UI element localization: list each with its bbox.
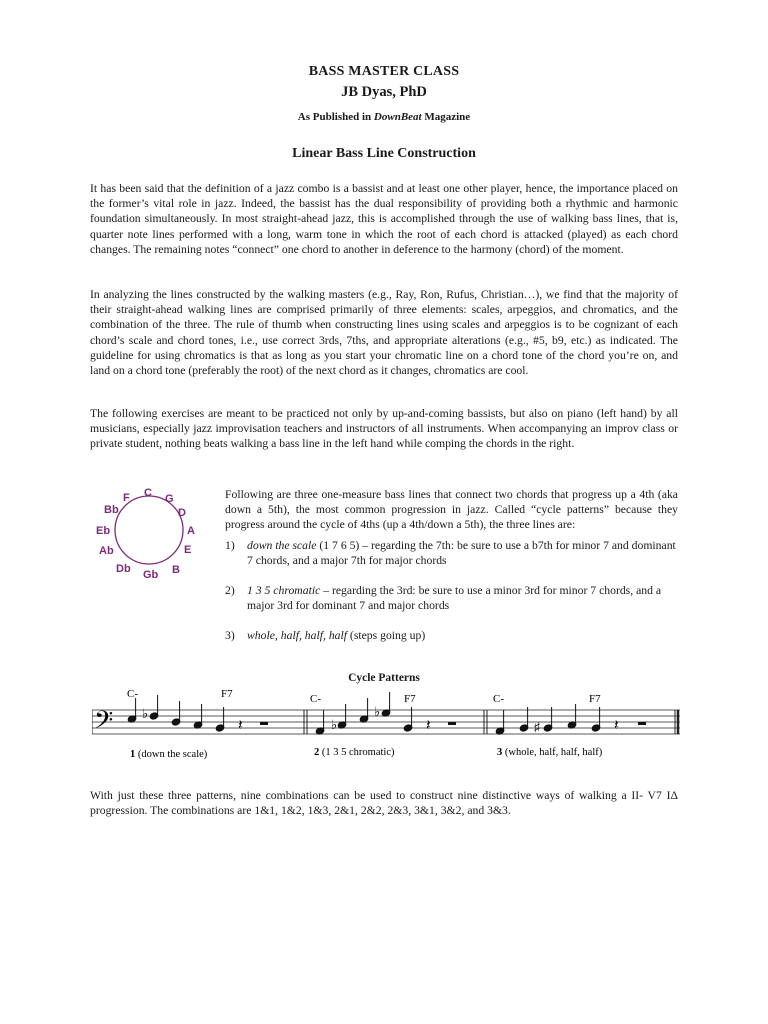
pattern-1-notes xyxy=(127,695,225,732)
wheel-note-f: F xyxy=(123,492,130,504)
cycle-patterns-title: Cycle Patterns xyxy=(348,672,420,684)
pattern-description: – regarding the 3rd: be sure to use a minor 3rd for minor 7 chords, and a major 3rd for dominant 7 and major chords xyxy=(247,584,662,613)
cycle-of-fourths-wheel xyxy=(88,480,214,584)
wheel-note-a: A xyxy=(187,525,195,537)
caption-label: (1 3 5 chromatic) xyxy=(319,747,395,758)
document-title: BASS MASTER CLASS xyxy=(308,64,460,79)
chord-symbol: F7 xyxy=(589,693,601,705)
list-text xyxy=(247,538,678,568)
wheel-note-e: E xyxy=(184,544,192,556)
wheel-note-c: C xyxy=(144,487,152,499)
caption-label: (whole, half, half, half) xyxy=(502,747,603,758)
pattern-caption-2 xyxy=(314,747,395,758)
wheel-note-eb: Eb xyxy=(96,525,111,537)
flat-accidental: ♭ xyxy=(374,704,381,719)
wheel-note-bb: Bb xyxy=(104,504,119,516)
pattern-description: (1 7 6 5) – regarding the 7th: be sure to use a b7th for minor 7 and dominant 7 chords, and a major 7th for major chords xyxy=(247,539,676,568)
quarter-rest-icon: 𝄽 xyxy=(614,718,619,734)
chord-symbol: F7 xyxy=(404,693,416,705)
paragraph-intro: It has been said that the definition of a jazz combo is a bassist and at least one other player, hence, the importance placed on the former’s vital role in jazz. Indeed, the bassist has the dual responsibility of providing both a rhythmic and harmonic foundation simultaneously. In most straight-ahead jazz, this is accomplished through the use of walking bass lines, that is, quarter note lines performed with a long, warm tone in which the root of each chord is attacked (played) as each chord changes. The remaining notes “connect” one chord to another in deference to the harmony (chord) of the moment. xyxy=(90,182,678,256)
sharp-accidental: ♯ xyxy=(534,720,540,734)
half-rest-icon xyxy=(638,722,646,725)
pattern-2-notes xyxy=(315,692,413,735)
paragraph-analysis: In analyzing the lines constructed by the walking masters (e.g., Ray, Ron, Rufus, Christian…), we find that the majority of their straight-ahead walking lines are comprised primarily of three elements: scales, arpeggios, and chromatics, and the combination of the three. The rule of thumb when constructing lines using scales and arpeggios is to be cognizant of each chord’s scale and chord tones, i.e., use correct 3rds, 7ths, and appropriate alterations (e.g., #5, b9, etc.) as indicated. The guideline for using chromatics is that as long as you start your chromatic line on a chord tone of the chord you’re on, and land on a chord tone (preferably the root) of the next chord as it changes, chromatics are cool. xyxy=(90,288,678,378)
wheel-note-b: B xyxy=(172,564,180,576)
music-staff xyxy=(92,684,682,764)
wheel-note-d: D xyxy=(178,507,186,519)
chord-symbol: C- xyxy=(310,693,321,705)
pattern-name: whole, half, half, half xyxy=(247,629,347,642)
pattern-3-notes xyxy=(495,704,601,735)
pattern-caption-1 xyxy=(130,749,208,760)
caption-number: 3 xyxy=(497,747,503,758)
article-subtitle: Linear Bass Line Construction xyxy=(292,146,476,161)
caption-number: 1 xyxy=(130,749,136,760)
list-number: 2) xyxy=(225,584,235,597)
list-text xyxy=(247,628,678,643)
wheel-note-gb: Gb xyxy=(143,569,159,581)
wheel-note-ab: Ab xyxy=(99,545,114,557)
flat-accidental: ♭ xyxy=(142,706,149,721)
chord-symbol: C- xyxy=(493,693,504,705)
caption-number: 2 xyxy=(314,747,320,758)
quarter-rest-icon: 𝄽 xyxy=(426,718,431,734)
list-number: 1) xyxy=(225,539,235,552)
author-name: JB Dyas, PhD xyxy=(341,84,427,100)
quarter-rest-icon: 𝄽 xyxy=(238,718,243,734)
publication-suffix: Magazine xyxy=(421,111,471,123)
paragraph-combinations: With just these three patterns, nine combinations can be used to construct nine distinctive ways of walking a II- V7 IΔ progression. The combinations are 1&1, 1&2, 1&3, 2&1, 2&2, 2&3, 3&1, 3&2, and 3&3. xyxy=(90,789,678,818)
list-text xyxy=(247,583,678,613)
wheel-note-g: G xyxy=(165,493,174,505)
half-rest-icon xyxy=(260,722,268,725)
paragraph-exercises: The following exercises are meant to be practiced not only by up-and-coming bassists, but also on piano (left hand) by all musicians, especially jazz improvisation teachers and instructors of all instruments. When accompanying an improv class or private student, nothing beats walking a bass line in the left hand while comping the chords in the right. xyxy=(90,407,678,451)
publication-note xyxy=(0,111,768,123)
chord-symbol: F7 xyxy=(221,688,233,700)
paragraph-cycle-intro: Following are three one-measure bass lines that connect two chords that progress up a 4th (aka down a 5th), the most common progression in jazz. Called “cycle patterns” because they progress around the cycle of 4ths (up a 4th/down a 5th), the three lines are: xyxy=(225,488,678,532)
pattern-name: down the scale xyxy=(247,539,317,552)
flat-accidental: ♭ xyxy=(331,717,338,732)
pattern-name: 1 3 5 chromatic xyxy=(247,584,321,597)
chord-symbol: C- xyxy=(127,688,138,700)
pattern-description: (steps going up) xyxy=(347,629,426,642)
publication-magazine: DownBeat xyxy=(373,111,422,123)
list-number: 3) xyxy=(225,629,235,642)
cycle-circle xyxy=(115,496,183,564)
pattern-caption-3 xyxy=(497,747,603,758)
wheel-note-db: Db xyxy=(116,563,131,575)
bass-clef-icon: 𝄢 xyxy=(94,707,114,740)
half-rest-icon xyxy=(448,722,456,725)
caption-label: (down the scale) xyxy=(135,749,208,760)
publication-prefix: As Published in xyxy=(297,111,374,123)
